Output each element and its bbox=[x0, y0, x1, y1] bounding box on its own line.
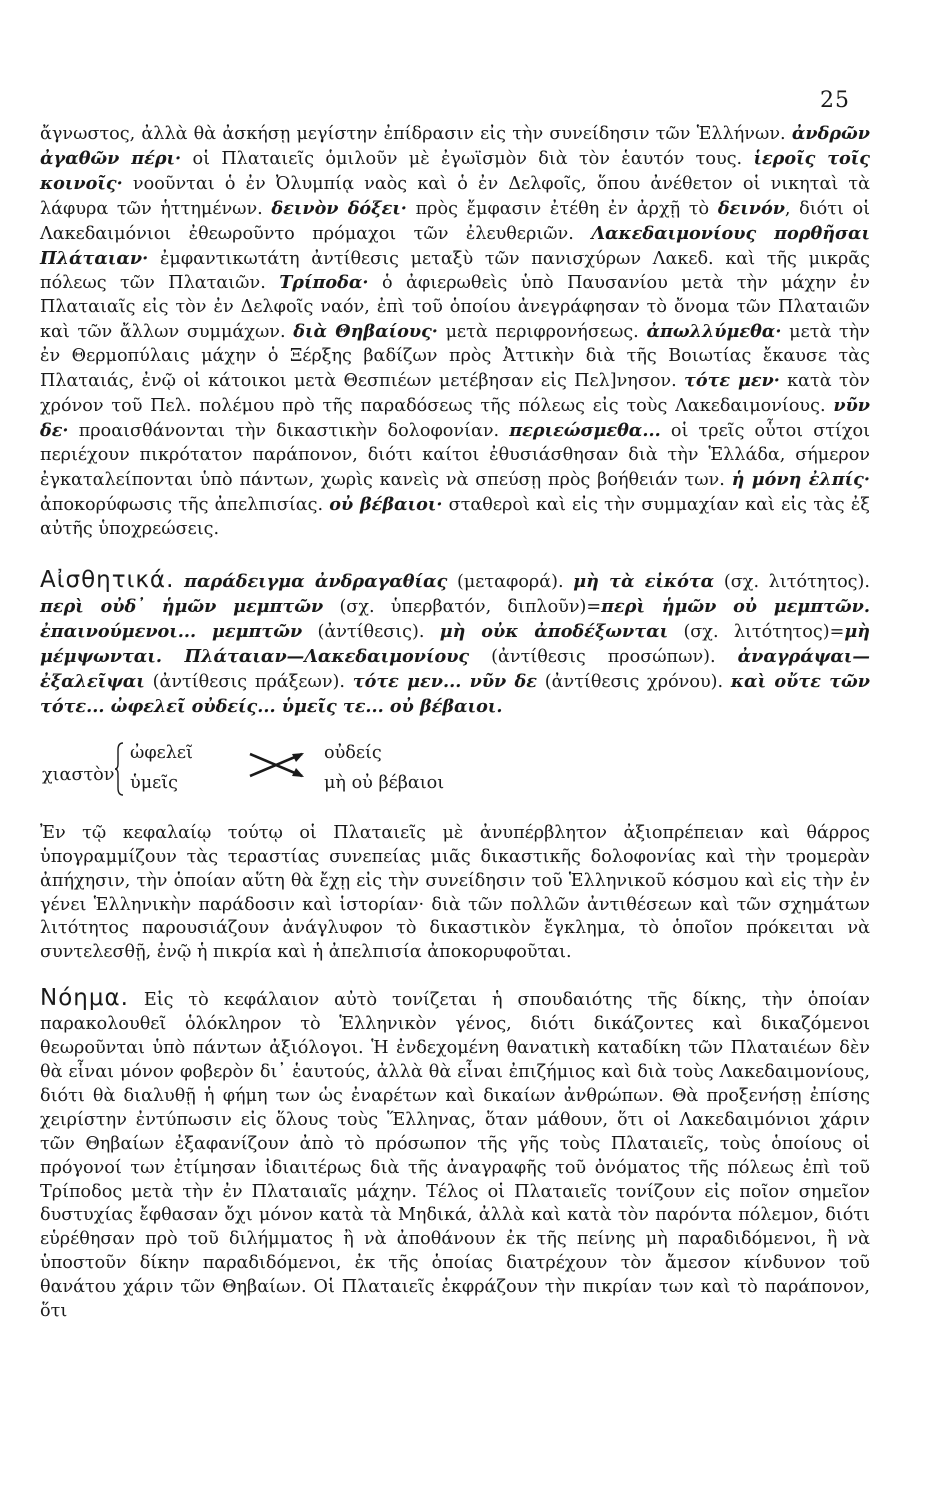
lemma: καὶ οὔτε τῶν τότε... ὠφελεῖ οὐδείς... ὑμεῖς τε... οὐ βέβαιοι. bbox=[40, 671, 870, 717]
cross-arrows-icon bbox=[246, 750, 308, 780]
brace-icon bbox=[114, 742, 124, 796]
lemma: ἱεροῖς τοῖς κοινοῖς· bbox=[40, 147, 870, 194]
lemma: τότε μεν... νῦν δε bbox=[352, 671, 537, 693]
lemma: νῦν δε· bbox=[40, 394, 870, 441]
lemma: ἡ μόνη ἐλπίς· bbox=[731, 468, 870, 490]
lemma: περὶ ἡμῶν οὐ μεμπτῶν. ἐπαινούμενοι... μεμπτῶν bbox=[40, 596, 870, 643]
chiasmus-right-bottom: μὴ οὐ βέβαιοι bbox=[324, 772, 445, 793]
lemma: περιεώσμεθα... bbox=[509, 419, 661, 441]
meaning-paragraph: Νόημα. Εἰς τὸ κεφάλαιον αὐτὸ τονίζεται ἡ σπουδαιότης τῆς δίκης, τὴν ὁποίαν παρακολουθεῖ ὁλόκληρον τὸ Ἑλληνικὸν γένος, διότι δικάζοντες καὶ δικαζόμενοι θεωροῦνται ὑπὸ πάντων ἀξιόλογοι. Ἡ ἐνδεχομένη θανατικὴ καταδίκη τῶν Πλαταιέων δὲν θὰ εἶναι μόνον φοβερὸν δι᾽ ἑαυτούς, ἀλλὰ θὰ εἶναι ἐπιζήμιος καὶ διὰ τοὺς Λακεδαιμονίους, διότι θὰ διαλυθῇ ἡ φήμη των ὡς ἐναρέτων καὶ δικαίων ἀνθρώπων. Θὰ προξενήσῃ ἐπίσης χειρίστην ἐντύπωσιν εἰς ὅλους τοὺς Ἕλληνας, ὅταν μάθουν, ὅτι οἱ Λακεδαιμόνιοι χάριν τῶν Θηβαίων ἐξαφανίζουν ἀπὸ τὸ πρόσωπον τῆς γῆς τοὺς Πλαταιεῖς, τοὺς ὁποίους οἱ πρόγονοί των ἐτίμησαν ἰδιαιτέρως διὰ τῆς ἀναγραφῆς τοῦ ὀνόματος τῆς πόλεως ἐπὶ τοῦ Τρίποδος μετὰ τὴν ἐν Πλαταιαῖς μάχην. Τέλος οἱ Πλαταιεῖς τονίζουν εἰς ποῖον σημεῖον δυστυχίας ἔφθασαν ὄχι μόνον κατὰ τὰ Μηδικά, ἀλλὰ καὶ κατὰ τὸν παρόντα πόλεμον, διότι εὑρέθησαν πρὸ τοῦ διλήμματος ἢ νὰ ἀποθάνουν ἐκ τῆς πείνης μὴ παραδιδόμενοι, ἢ νὰ ὑποστοῦν δίκην παραδιδόμενοι, ἐκ τῆς ὁποίας διατρέχουν τὸν ἄμεσον κίνδυνον τοῦ θανάτου χάριν τῶν Θηβαίων. Οἱ Πλαταιεῖς ἐκφράζουν τὴν πικρίαν των καὶ τὸ παράπονον, ὅτι bbox=[40, 985, 870, 1322]
lemma: μὴ τὰ εἰκότα bbox=[573, 571, 715, 593]
lemma: οὐ βέβαιοι· bbox=[329, 493, 443, 515]
commentary-paragraph: ἄγνωστος, ἀλλὰ θὰ ἀσκήσῃ μεγίστην ἐπίδρασιν εἰς τὴν συνείδησιν τῶν Ἑλλήνων. ἀνδρῶν ἀγαθῶν πέρι· οἱ Πλαταιεῖς ὁμιλοῦν μὲ ἐγωϊσμὸν διὰ τὸν ἑαυτόν τους. ἱεροῖς τοῖς κοινοῖς· νοοῦνται ὁ ἐν Ὀλυμπίᾳ ναὸς καὶ ὁ ἐν Δελφοῖς, ὅπου ἀνέθετον οἱ νικηταὶ τὰ λάφυρα τῶν ἡττημένων. δεινὸν δόξει· πρὸς ἔμφασιν ἐτέθη ἐν ἀρχῇ τὸ δεινόν, διότι οἱ Λακεδαιμόνιοι ἐθεωροῦντο πρόμαχοι τῶν ἐλευθεριῶν. Λακεδαιμονίους πορθῆσαι Πλάταιαν· ἐμφαντικωτάτη ἀντίθεσις μεταξὺ τῶν πανισχύρων Λακεδ. καὶ τῆς μικρᾶς πόλεως τῶν Πλαταιῶν. Τρίποδα· ὁ ἀφιερωθεὶς ὑπὸ Παυσανίου μετὰ τὴν μάχην ἐν Πλαταιαῖς εἰς τὸν ἐν Δελφοῖς ναόν, ἐπὶ τοῦ ὁποίου ἀνεγράφησαν τὸ ὄνομα τῶν Πλαταιῶν καὶ τῶν ἄλλων συμμάχων. διὰ Θηβαίους· μετὰ περιφρονήσεως. ἀπωλλύμεθα· μετὰ τὴν ἐν Θερμοπύλαις μάχην ὁ Ξέρξης βαδίζων πρὸς Ἀττικὴν διὰ τῆς Βοιωτίας ἔκαυσε τὰς Πλαταιάς, ἐνῷ οἱ κάτοικοι μετὰ Θεσπιέων μετέβησαν εἰς Πελ]νησον. τότε μεν· κατὰ τὸν χρόνον τοῦ Πελ. πολέμου πρὸ τῆς παραδόσεως τῆς πόλεως εἰς τοὺς Λακεδαιμονίους. νῦν δε· προαισθάνονται τὴν δικαστικὴν δολοφονίαν. περιεώσμεθα... οἱ τρεῖς οὗτοι στίχοι περιέχουν πικρότατον παράπονον, διότι καίτοι ἐθυσιάσθησαν διὰ τὴν Ἑλλάδα, σήμερον ἐγκαταλείπονται ὑπὸ πάντων, χωρὶς κανεὶς νὰ σπεύσῃ πρὸς βοήθειάν των. ἡ μόνη ἐλπίς· ἀποκορύφωσις τῆς ἀπελπισίας. οὐ βέβαιοι· σταθεροὶ καὶ εἰς τὴν συμμαχίαν καὶ εἰς τὰς ἐξ αὐτῆς ὑποχρεώσεις. bbox=[40, 123, 871, 539]
chiasmus-right-top: οὐδείς bbox=[324, 742, 382, 763]
section-heading-meaning: Νόημα. bbox=[40, 985, 129, 1012]
lemma: ἀναγράψαι—ἐξαλεῖψαι bbox=[40, 646, 870, 693]
chiasmus-left-bottom: ὑμεῖς bbox=[130, 772, 178, 793]
lemma: τότε μεν· bbox=[684, 370, 780, 392]
lemma: ἀνδρῶν ἀγαθῶν πέρι· bbox=[40, 123, 870, 169]
section-heading-aesthetics: Αἰσθητικά. bbox=[40, 567, 175, 594]
chiasmus-diagram bbox=[40, 742, 870, 806]
lemma: μὴ οὐκ ἀποδέξωνται bbox=[439, 621, 669, 643]
page-body bbox=[40, 122, 870, 1324]
lemma: Λακεδαιμονίους πορθῆσαι Πλάταιαν· bbox=[40, 222, 871, 269]
lemma: διὰ Θηβαίους· bbox=[293, 321, 438, 343]
lemma: δεινὸν δόξει· bbox=[271, 197, 407, 219]
aesthetics-paragraph: Αἰσθητικά. παράδειγμα ἀνδραγαθίας (μεταφορά). μὴ τὰ εἰκότα (σχ. λιτότητος). περὶ οὐδ᾽ ἡμῶν μεμπτῶν (σχ. ὑπερβατόν, διπλοῦν)=περὶ ἡμῶν οὐ μεμπτῶν. ἐπαινούμενοι... μεμπτῶν (ἀντίθεσις). μὴ οὐκ ἀποδέξωνται (σχ. λιτότητος)=μὴ μέμψωνται. Πλάταιαν—Λακεδαιμονίους (ἀντίθεσις προσώπων). ἀναγράψαι—ἐξαλεῖψαι (ἀντίθεσις πράξεων). τότε μεν... νῦν δε (ἀντίθεσις χρόνου). καὶ οὔτε τῶν τότε... ὠφελεῖ οὐδείς... ὑμεῖς τε... οὐ βέβαιοι. bbox=[40, 567, 870, 717]
explanation-paragraph: Ἐν τῷ κεφαλαίῳ τούτῳ οἱ Πλαταιεῖς μὲ ἀνυπέρβλητον ἀξιοπρέπειαν καὶ θάρρος ὑπογραμμίζουν τὰς τεραστίας συνεπείας μιᾶς δικαστικῆς δολοφονίας καὶ τὴν τρομερὰν ἀπήχησιν, τὴν ὁποίαν αὕτη θὰ ἔχῃ εἰς τὴν συνείδησιν τοῦ Ἑλληνικοῦ κόσμου καὶ εἰς τὴν ἐν γένει Ἑλληνικὴν παράδοσιν καὶ ἱστορίαν· διὰ τῶν πολλῶν ἀντιθέσεων καὶ τῶν σχημάτων λιτότητος παρουσιάζουν ἀνάγλυφον τὸ δικαστικὸν ἔγκλημα, τὸ ὁποῖον πρόκειται νὰ συντελεσθῇ, ἐνῷ ἡ πικρία καὶ ἡ ἀπελπισία ἀποκορυφοῦται. bbox=[40, 822, 870, 963]
page-number: 25 bbox=[820, 88, 850, 113]
lemma: περὶ οὐδ᾽ ἡμῶν μεμπτῶν bbox=[40, 596, 324, 618]
lemma: Τρίποδα· bbox=[279, 272, 369, 294]
chiasmus-label: χιαστὸν bbox=[42, 764, 115, 785]
lemma: δεινόν bbox=[717, 197, 785, 219]
chiasmus-left-top: ὠφελεῖ bbox=[130, 742, 193, 763]
lemma: μὴ μέμψωνται. Πλάταιαν—Λακεδαιμονίους bbox=[40, 621, 870, 668]
lemma: παράδειγμα ἀνδραγαθίας bbox=[184, 571, 448, 593]
lemma: ἀπωλλύμεθα· bbox=[646, 321, 782, 343]
